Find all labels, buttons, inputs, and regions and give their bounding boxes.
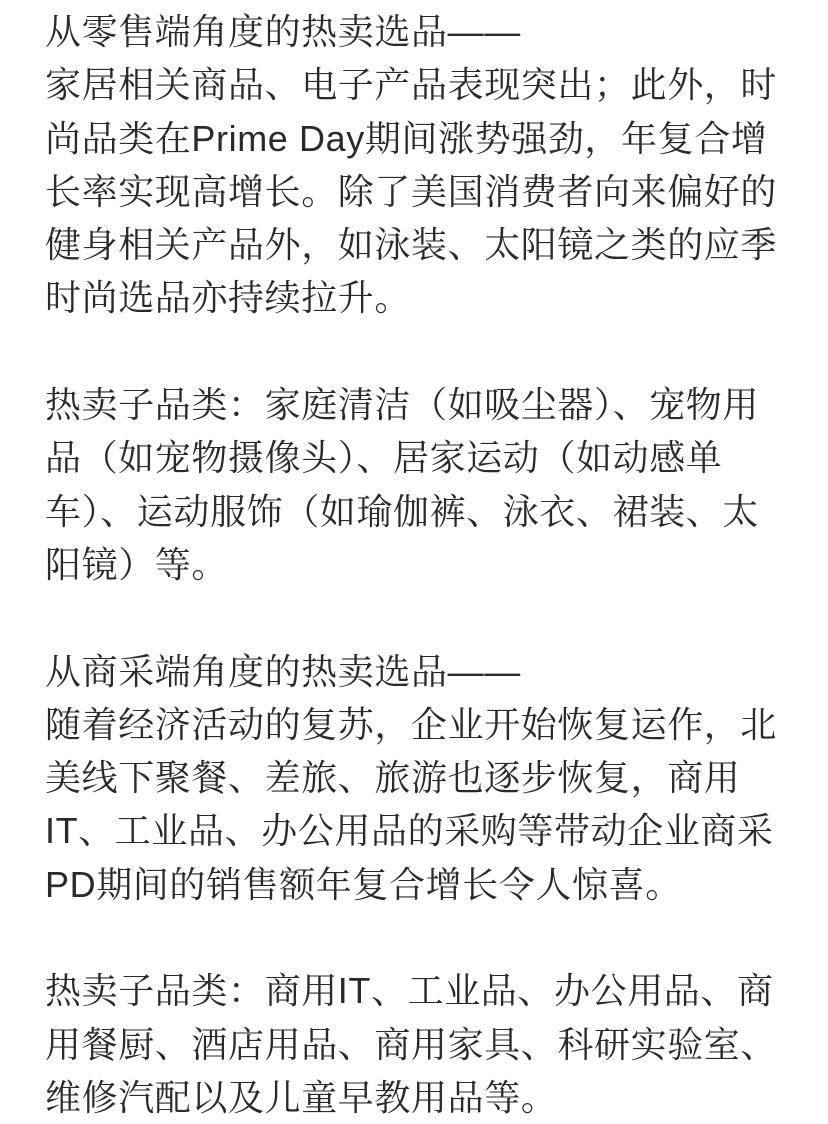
text-line: 热卖子品类：商用IT、工业品、办公用品、商 xyxy=(45,970,774,1012)
text-line: 家居相关商品、电子产品表现突出；此外，时 xyxy=(45,64,778,106)
retail-hot-subcategories-paragraph xyxy=(45,378,788,591)
paragraph-list xyxy=(45,5,788,1124)
text-line: 阳镜）等。 xyxy=(45,543,229,585)
text-line: 维修汽配以及儿童早教用品等。 xyxy=(45,1076,558,1118)
text-line: IT、工业品、办公用品的采购等带动企业商采 xyxy=(45,810,774,852)
text-line: PD期间的销售额年复合增长令人惊喜。 xyxy=(45,863,682,905)
text-line: 长率实现高增长。除了美国消费者向来偏好的 xyxy=(45,170,778,212)
text-line: 美线下聚餐、差旅、旅游也逐步恢复，商用 xyxy=(45,757,741,799)
retail-hot-selection-paragraph xyxy=(45,5,788,325)
text-line: 品（如宠物摄像头）、居家运动（如动感单 xyxy=(45,437,723,479)
text-line: 热卖子品类：家庭清洁（如吸尘器）、宠物用 xyxy=(45,384,760,426)
b2b-hot-subcategories-paragraph xyxy=(45,964,788,1124)
b2b-hot-selection-paragraph xyxy=(45,645,788,911)
text-line: 随着经济活动的复苏，企业开始恢复运作，北 xyxy=(45,703,778,745)
text-line: 健身相关产品外，如泳装、太阳镜之类的应季 xyxy=(45,224,778,266)
text-line: 车）、运动服饰（如瑜伽裤、泳衣、裙装、太 xyxy=(45,490,760,532)
text-line: 从零售端角度的热卖选品—— xyxy=(45,11,521,52)
text-line: 时尚选品亦持续拉升。 xyxy=(45,277,412,319)
text-line: 从商采端角度的热卖选品—— xyxy=(45,650,521,692)
text-line: 用餐厨、酒店用品、商用家具、科研实验室、 xyxy=(45,1023,778,1065)
text-line: 尚品类在Prime Day期间涨势强劲，年复合增 xyxy=(45,117,768,159)
